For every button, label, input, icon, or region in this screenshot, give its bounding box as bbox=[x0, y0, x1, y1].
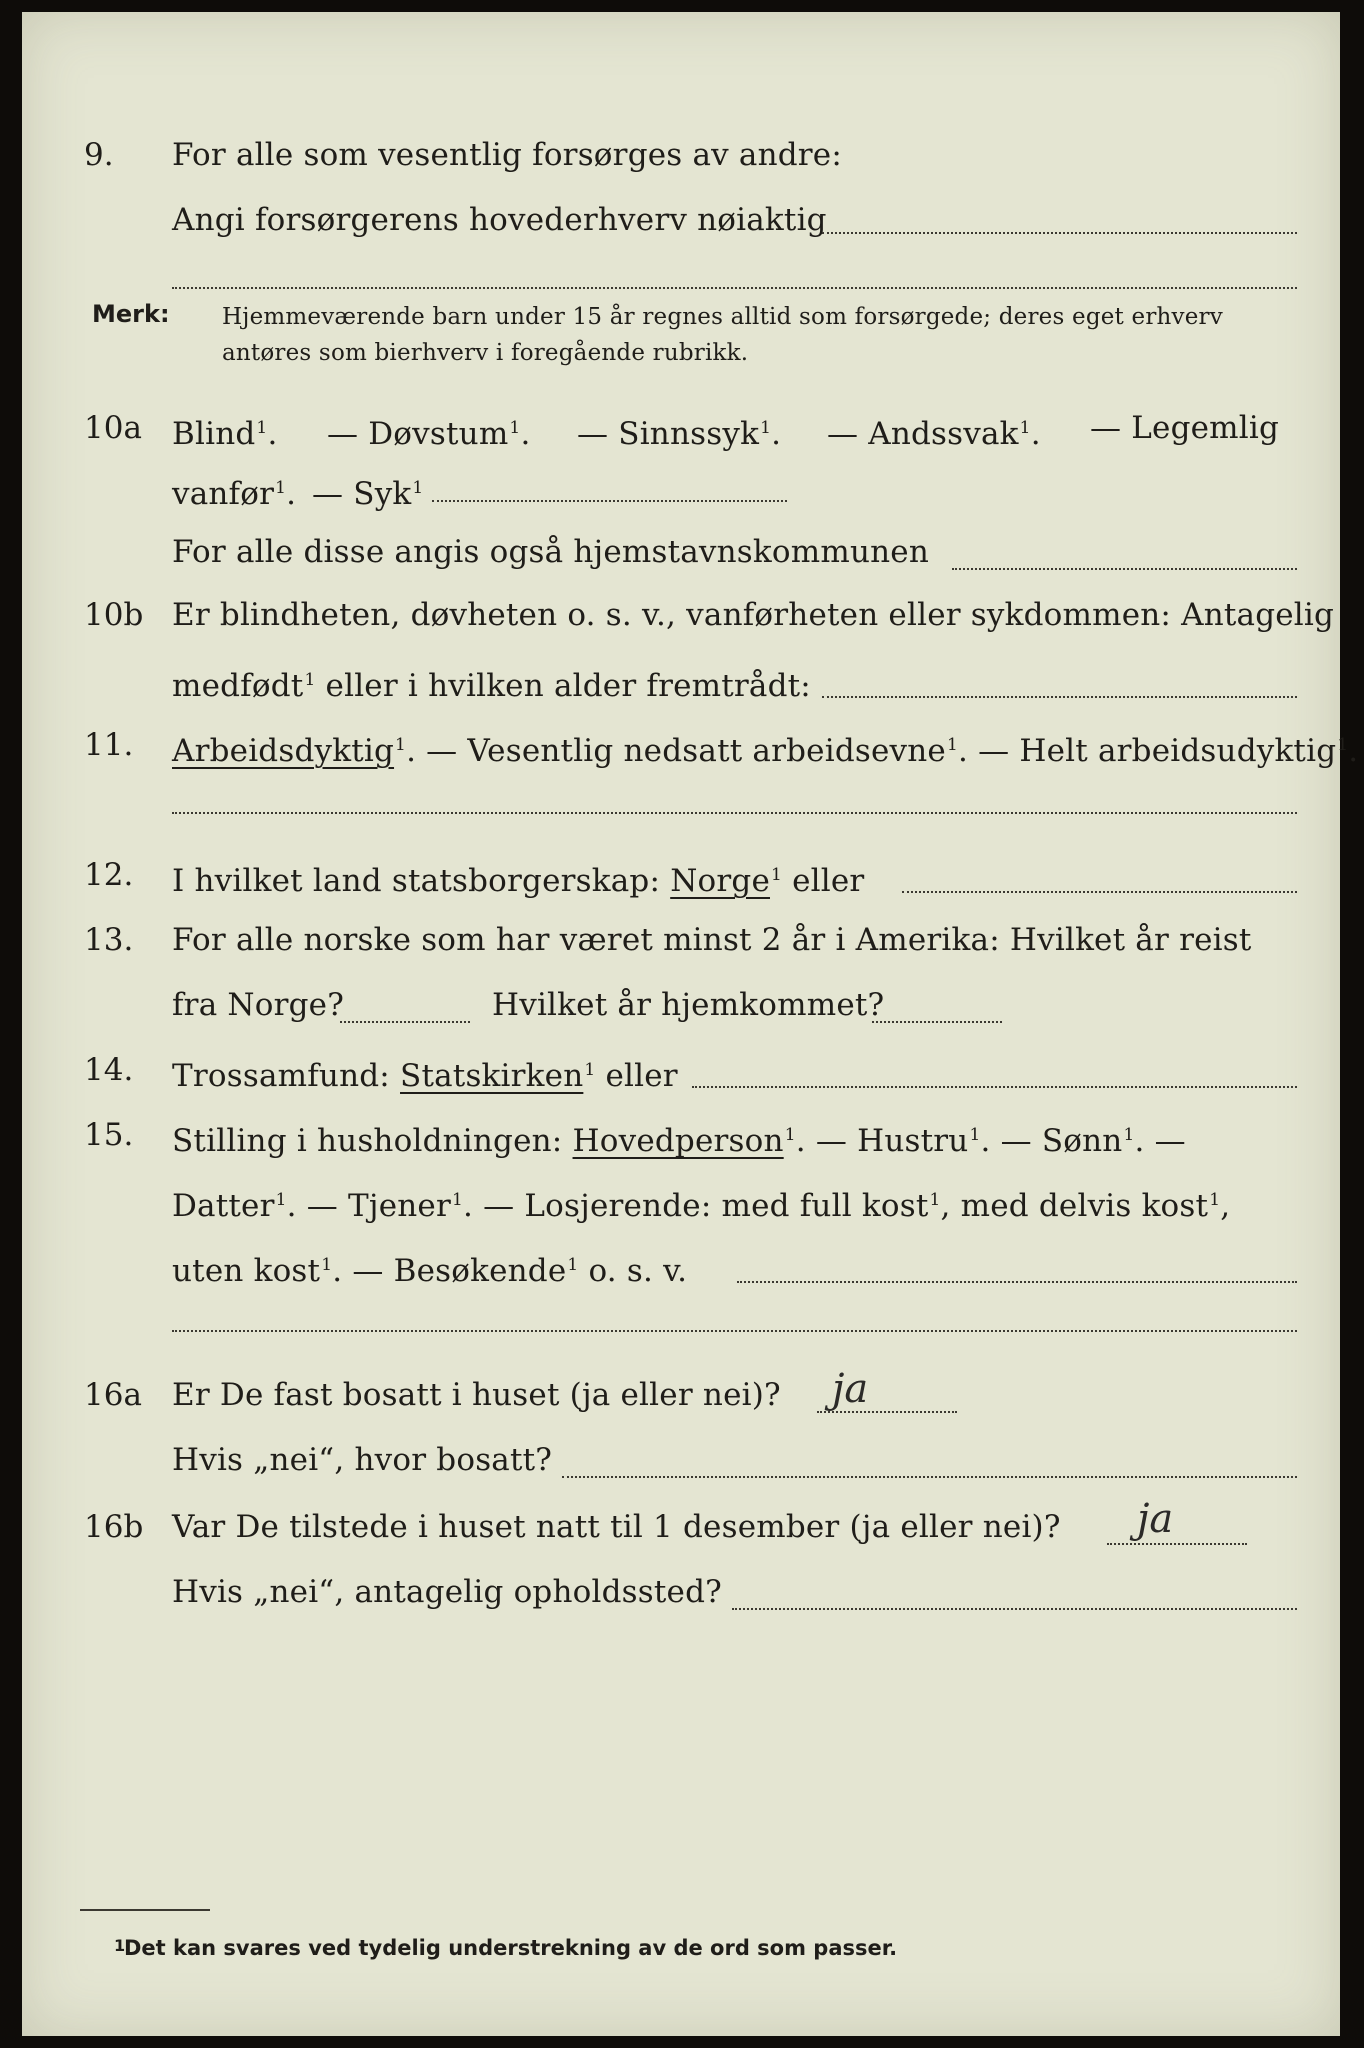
option-sinnssyk: — Sinnssyk$^1$. bbox=[577, 416, 782, 452]
question-number: 9. bbox=[84, 137, 114, 173]
answer-line[interactable] bbox=[562, 1476, 1297, 1478]
answer-line[interactable] bbox=[902, 891, 1297, 893]
question-number: 10a bbox=[84, 410, 142, 446]
question-text: Var De tilstede i huset natt til 1 desember (ja eller nei)? bbox=[172, 1509, 1061, 1545]
question-10a-line3 bbox=[22, 524, 1340, 580]
question-13 bbox=[22, 912, 1340, 968]
question-text: medfødt$^1$ eller i hvilken alder fremtrådt: bbox=[172, 668, 811, 704]
question-text: fra Norge? bbox=[172, 987, 345, 1023]
question-text: Er De fast bosatt i huset (ja eller nei)? bbox=[172, 1377, 781, 1413]
question-10b bbox=[22, 587, 1340, 643]
question-9 bbox=[22, 127, 1340, 183]
answer-line[interactable] bbox=[822, 232, 1297, 234]
footnote-text: Det kan svares ved tydelig understrekning av de ord som passer. bbox=[124, 1936, 898, 1960]
question-text: uten kost$^1$. — Besøkende$^1$ o. s. v. bbox=[172, 1253, 688, 1289]
census-form-page bbox=[22, 12, 1359, 2036]
question-9-line2 bbox=[22, 192, 1340, 248]
question-16b bbox=[22, 1496, 1340, 1555]
question-number: 15. bbox=[84, 1117, 134, 1153]
answer-line[interactable] bbox=[172, 287, 1297, 289]
answer-line[interactable] bbox=[817, 1411, 957, 1413]
underlined-answer: Arbeidsdyktig bbox=[172, 733, 395, 769]
answer-line[interactable] bbox=[732, 1608, 1297, 1610]
question-number: 16a bbox=[84, 1377, 142, 1413]
question-12 bbox=[22, 847, 1340, 903]
question-text: For alle disse angis også hjemstavnskommunen bbox=[172, 534, 929, 570]
question-text: Hvis „nei“, hvor bosatt? bbox=[172, 1442, 553, 1478]
question-13-line2 bbox=[22, 977, 1340, 1033]
question-number: 11. bbox=[84, 727, 134, 763]
note-text: antøres som bierhverv i foregående rubrikk. bbox=[222, 340, 749, 366]
question-15 bbox=[22, 1107, 1340, 1163]
note-text: Hjemmeværende barn under 15 år regnes alltid som forsørgede; deres eget erhverv bbox=[222, 304, 1223, 330]
question-text: Stilling i husholdningen: Hovedperson$^1$. — Hustru$^1$. — Sønn$^1$. — bbox=[172, 1123, 1186, 1159]
question-15-line3 bbox=[22, 1237, 1340, 1293]
question-number: 13. bbox=[84, 922, 134, 958]
question-16a-line2 bbox=[22, 1432, 1340, 1488]
question-number: 14. bbox=[84, 1052, 134, 1088]
question-16a bbox=[22, 1367, 1340, 1423]
question-text: Arbeidsdyktig$^1$. — Vesentlig nedsatt arbeidsevne$^1$. — Helt arbeidsudyktig$^1$. bbox=[172, 733, 1359, 769]
footnote-divider bbox=[80, 1909, 210, 1911]
note-label: Merk: bbox=[92, 300, 170, 328]
question-10b-line2 bbox=[22, 652, 1340, 708]
question-10a bbox=[22, 400, 1340, 456]
question-text: Datter$^1$. — Tjener$^1$. — Losjerende: med full kost$^1$, med delvis kost$^1$, bbox=[172, 1188, 1231, 1224]
question-text: For alle som vesentlig forsørges av andre: bbox=[172, 137, 842, 173]
answer-line[interactable] bbox=[822, 696, 1297, 698]
answer-line[interactable] bbox=[172, 812, 1297, 814]
answer-line[interactable] bbox=[432, 500, 787, 502]
underlined-answer: Statskirken bbox=[400, 1058, 584, 1094]
answer-line[interactable] bbox=[172, 1330, 1297, 1332]
question-text: Hvilket år hjemkommet? bbox=[492, 987, 885, 1023]
handwritten-answer: ja bbox=[832, 1366, 869, 1412]
underlined-answer: Norge bbox=[670, 863, 770, 899]
question-text: Angi forsørgerens hovederhverv nøiaktig bbox=[172, 202, 827, 238]
question-text: Hvis „nei“, antagelig opholdssted? bbox=[172, 1574, 722, 1610]
footnote bbox=[114, 1933, 898, 1963]
answer-line[interactable] bbox=[872, 1021, 1002, 1023]
question-text: Er blindheten, døvheten o. s. v., vanførheten eller sykdommen: Antagelig bbox=[172, 597, 1335, 633]
question-10a-line2 bbox=[22, 460, 1340, 516]
question-number: 16b bbox=[84, 1509, 144, 1545]
question-16b-line2 bbox=[22, 1564, 1340, 1620]
answer-line[interactable] bbox=[952, 568, 1297, 570]
option-blind: Blind$^1$. bbox=[172, 416, 278, 452]
answer-line[interactable] bbox=[340, 1021, 470, 1023]
answer-line[interactable] bbox=[1107, 1543, 1247, 1545]
option-andssvak: — Andssvak$^1$. bbox=[827, 416, 1041, 452]
option-legemlig: — Legemlig bbox=[1090, 410, 1280, 446]
question-15-line2 bbox=[22, 1172, 1340, 1228]
option-syk: — Syk$^1$ bbox=[312, 476, 424, 512]
option-vanfor: vanfør$^1$. bbox=[172, 476, 297, 512]
option-dovstum: — Døvstum$^1$. bbox=[327, 416, 531, 452]
question-text: For alle norske som har været minst 2 år i Amerika: Hvilket år reist bbox=[172, 922, 1252, 958]
question-text: Trossamfund: Statskirken$^1$ eller bbox=[172, 1058, 678, 1094]
answer-line[interactable] bbox=[692, 1086, 1297, 1088]
question-14 bbox=[22, 1042, 1340, 1098]
footnote-mark: 1 bbox=[114, 1936, 126, 1955]
question-number: 10b bbox=[84, 597, 144, 633]
underlined-answer: Hovedperson bbox=[572, 1123, 784, 1159]
question-11 bbox=[22, 717, 1359, 773]
question-number: 12. bbox=[84, 857, 134, 893]
handwritten-answer: ja bbox=[1137, 1496, 1174, 1542]
answer-line[interactable] bbox=[737, 1281, 1297, 1283]
question-text: I hvilket land statsborgerskap: Norge$^1$ eller bbox=[172, 863, 865, 899]
